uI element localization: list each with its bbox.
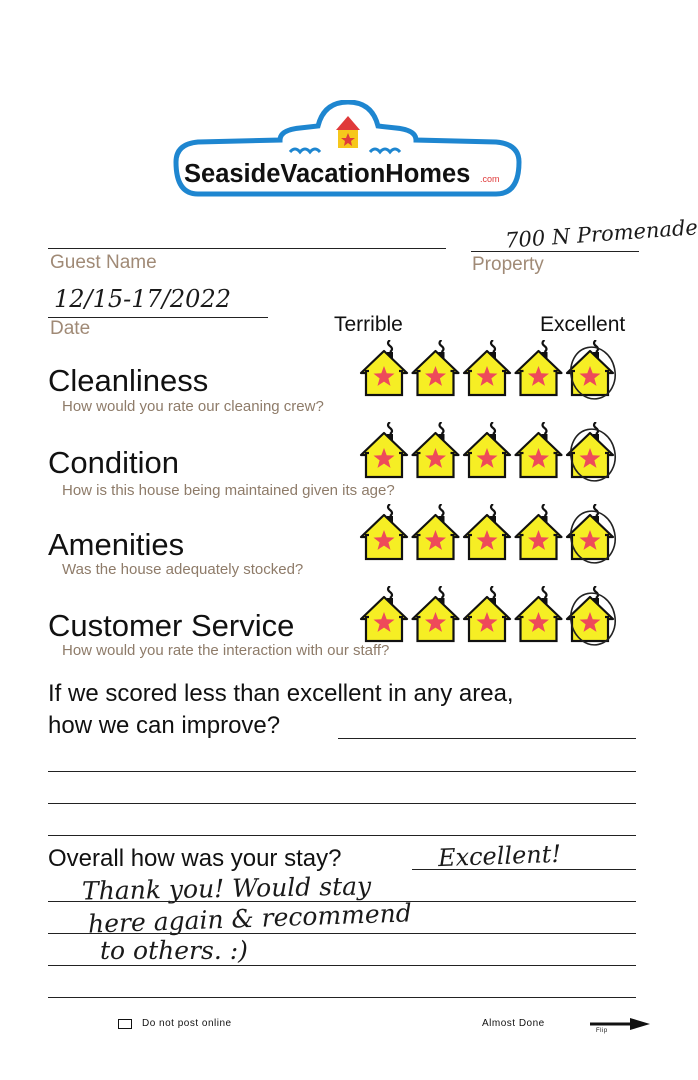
overall-comment-line2: here again & recommend: [87, 898, 413, 939]
improve-answer-line[interactable]: [48, 835, 636, 836]
category-title: Customer Service: [48, 608, 295, 643]
category-title: Cleanliness: [48, 363, 209, 398]
overall-answer-line[interactable]: [412, 869, 636, 870]
seaside-logo: [170, 100, 525, 200]
category-title: Condition: [48, 445, 179, 480]
property-label: Property: [472, 254, 544, 275]
category-subtitle: How would you rate the interaction with our staff?: [62, 642, 390, 659]
overall-comment-line[interactable]: [48, 997, 636, 998]
overall-question: Overall how was your stay?: [48, 845, 342, 872]
category-title: Amenities: [48, 527, 185, 562]
house-star-icon[interactable]: [361, 504, 407, 559]
flip-label: Flip: [596, 1028, 608, 1034]
house-star-icon[interactable]: [464, 504, 510, 559]
do-not-post-label: Do not post online: [142, 1018, 232, 1029]
guest-name-line: [48, 248, 446, 249]
house-star-icon[interactable]: [516, 422, 562, 477]
category-subtitle: Was the house adequately stocked?: [62, 561, 304, 578]
house-star-icon[interactable]: [361, 586, 407, 641]
improve-question-line2: how we can improve?: [48, 712, 281, 739]
house-star-icon[interactable]: [413, 586, 459, 641]
overall-comment-line3: to others. :): [100, 936, 248, 965]
house-star-icon[interactable]: [464, 422, 510, 477]
improve-answer-line[interactable]: [48, 771, 636, 772]
overall-comment-line[interactable]: [48, 965, 636, 966]
overall-comment-line1: Thank you! Would stay: [81, 871, 372, 906]
rating-condition[interactable]: [358, 422, 620, 482]
scale-low-label: Terrible: [334, 313, 403, 336]
house-star-icon[interactable]: [567, 340, 613, 395]
house-star-icon[interactable]: [413, 340, 459, 395]
date-value: 12/15-17/2022: [54, 285, 231, 313]
scale-high-label: Excellent: [540, 313, 626, 336]
do-not-post-checkbox[interactable]: [118, 1019, 132, 1029]
property-value: 700 N Promenade: [504, 215, 698, 253]
logo-suffix-text: .com: [480, 174, 500, 184]
guest-name-label: Guest Name: [50, 252, 157, 273]
almost-done-label: Almost Done: [482, 1018, 545, 1029]
category-subtitle: How is this house being maintained given its age?: [62, 482, 395, 499]
rating-customer-service[interactable]: [358, 586, 620, 646]
house-star-icon[interactable]: [516, 504, 562, 559]
house-star-icon[interactable]: [464, 340, 510, 395]
improve-answer-line[interactable]: [48, 803, 636, 804]
rating-cleanliness[interactable]: [358, 340, 620, 400]
house-star-icon[interactable]: [567, 504, 613, 559]
house-star-icon[interactable]: [413, 504, 459, 559]
category-subtitle: How would you rate our cleaning crew?: [62, 398, 324, 415]
house-star-icon[interactable]: [516, 340, 562, 395]
house-star-icon[interactable]: [413, 422, 459, 477]
rating-amenities[interactable]: [358, 504, 620, 564]
house-star-icon[interactable]: [464, 586, 510, 641]
improve-question-line1: If we scored less than excellent in any area,: [48, 680, 514, 707]
house-star-icon[interactable]: [361, 340, 407, 395]
improve-answer-line[interactable]: [338, 738, 636, 739]
overall-answer: Excellent!: [437, 839, 562, 873]
logo-brand-text: SeasideVacationHomes: [184, 160, 471, 188]
house-star-icon[interactable]: [516, 586, 562, 641]
house-star-icon[interactable]: [567, 422, 613, 477]
property-line: [471, 251, 639, 252]
date-label: Date: [50, 318, 91, 339]
house-star-icon[interactable]: [567, 586, 613, 641]
overall-comment-line[interactable]: [48, 933, 636, 934]
house-star-icon[interactable]: [361, 422, 407, 477]
